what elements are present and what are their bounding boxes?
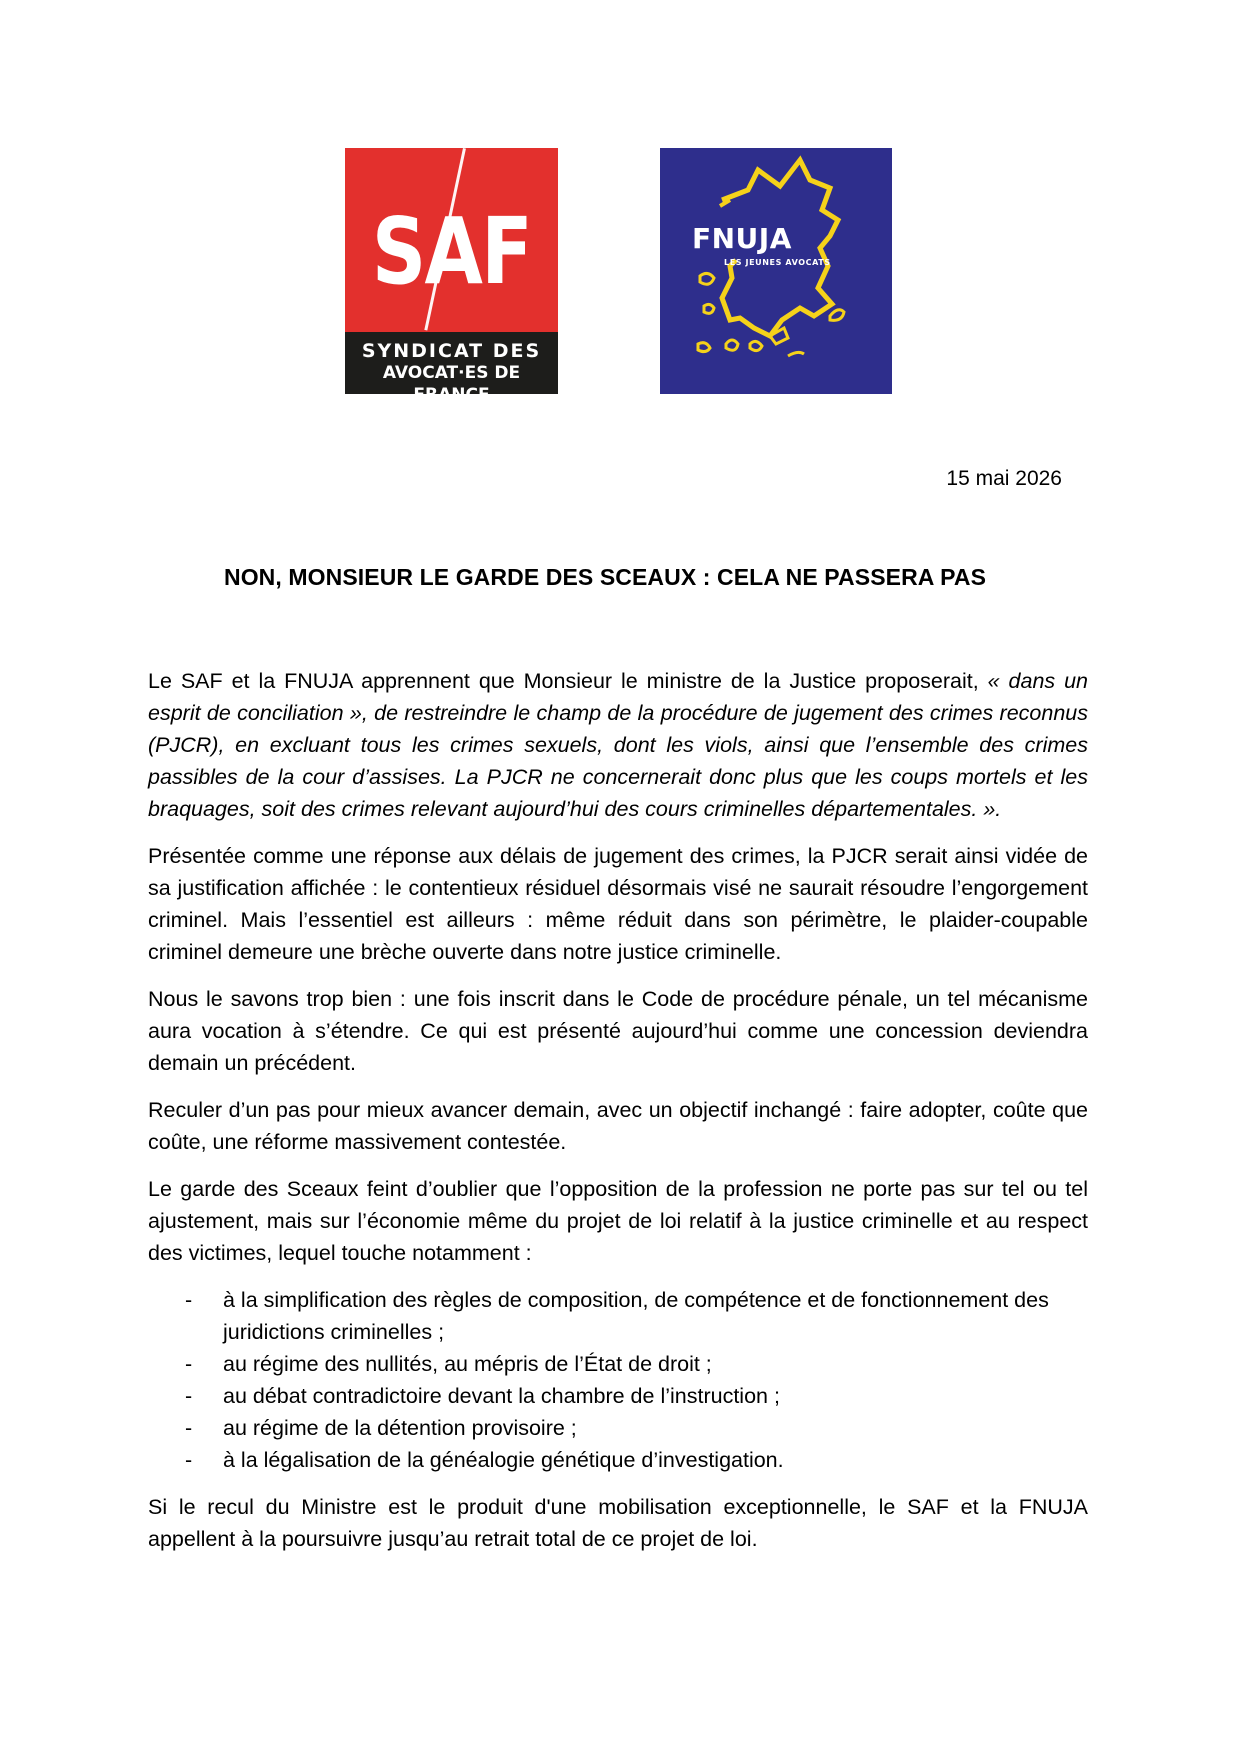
document-date: 15 mai 2026 <box>946 467 1062 490</box>
list-item <box>148 1380 1088 1412</box>
list-item <box>148 1284 1088 1348</box>
saf-logo-line1: SYNDICAT DES <box>361 340 542 362</box>
bullet-marker: - <box>185 1448 193 1472</box>
paragraph-4: Le garde des Sceaux feint d’oublier que l’opposition de la profession ne porte pas sur tel ou tel ajustement, mais sur l’économie même du projet de loi relatif à la justice criminelle et au respect des victimes, lequel touche notamment : <box>148 1177 1088 1265</box>
closing-paragraph: Si le recul du Ministre est le produit d'une mobilisation exceptionnelle, le SAF et la FNUJA appellent à la poursuivre jusqu’au retrait total de ce projet de loi. <box>148 1495 1088 1551</box>
saf-logo-line2: AVOCAT·ES DE FRANCE <box>382 363 521 405</box>
list-item-text: au régime de la détention provisoire ; <box>223 1416 577 1440</box>
intro-paragraph <box>148 665 1088 825</box>
saf-logo-band <box>345 332 558 405</box>
saf-logo-letters: SAF <box>371 198 532 305</box>
bullet-marker: - <box>185 1384 193 1408</box>
fnuja-logo <box>660 148 892 394</box>
bullet-marker: - <box>185 1416 193 1440</box>
list-item-text: au régime des nullités, au mépris de l’État de droit ; <box>223 1352 712 1376</box>
page-title: NON, MONSIEUR LE GARDE DES SCEAUX : CELA NE PASSERA PAS <box>223 564 987 590</box>
intro-quote: « dans un esprit de conciliation », de restreindre le champ de la procédure de jugement des crimes reconnus (PJCR), en excluant tous les crimes sexuels, dont les viols, ainsi que l’ensemble des crimes passibles de la cour d’assises. La PJCR ne concernerait donc plus que les coups mortels et les braquages, soit des crimes relevant aujourd’hui des cours criminelles départementales. ». <box>148 669 1088 821</box>
list-item <box>148 1444 1088 1476</box>
bullet-list <box>148 1284 1088 1476</box>
saf-logo <box>345 148 558 405</box>
list-item-text: à la légalisation de la généalogie génétique d’investigation. <box>223 1448 784 1472</box>
fnuja-logo-subtitle: LES JEUNES AVOCATS <box>724 258 831 267</box>
document-body <box>148 665 1088 1570</box>
list-item-text: au débat contradictoire devant la chambre de l’instruction ; <box>223 1384 780 1408</box>
fnuja-logo-name: FNUJA <box>692 222 792 255</box>
paragraph-3: Reculer d’un pas pour mieux avancer demain, avec un objectif inchangé : faire adopter, coûte que coûte, une réforme massivement contestée. <box>148 1098 1088 1154</box>
bullet-marker: - <box>185 1352 193 1376</box>
list-item-text: à la simplification des règles de composition, de compétence et de fonctionnement des juridictions criminelles ; <box>223 1288 1049 1344</box>
intro-lead: Le SAF et la FNUJA apprennent que Monsieur le ministre de la Justice proposerait, <box>148 669 988 693</box>
list-item <box>148 1348 1088 1380</box>
paragraph-2: Nous le savons trop bien : une fois inscrit dans le Code de procédure pénale, un tel mécanisme aura vocation à s’étendre. Ce qui est présenté aujourd’hui comme une concession deviendra demain un précédent. <box>148 987 1088 1075</box>
france-map-outline-icon <box>660 148 892 394</box>
paragraph-1: Présentée comme une réponse aux délais de jugement des crimes, la PJCR serait ainsi vidée de sa justification affichée : le contentieux résiduel désormais visé ne saurait résoudre l’engorgement criminel. Mais l’essentiel est ailleurs : même réduit dans son périmètre, le plaider-coupable criminel demeure une brèche ouverte dans notre justice criminelle. <box>148 844 1088 964</box>
bullet-marker: - <box>185 1288 193 1312</box>
list-item <box>148 1412 1088 1444</box>
